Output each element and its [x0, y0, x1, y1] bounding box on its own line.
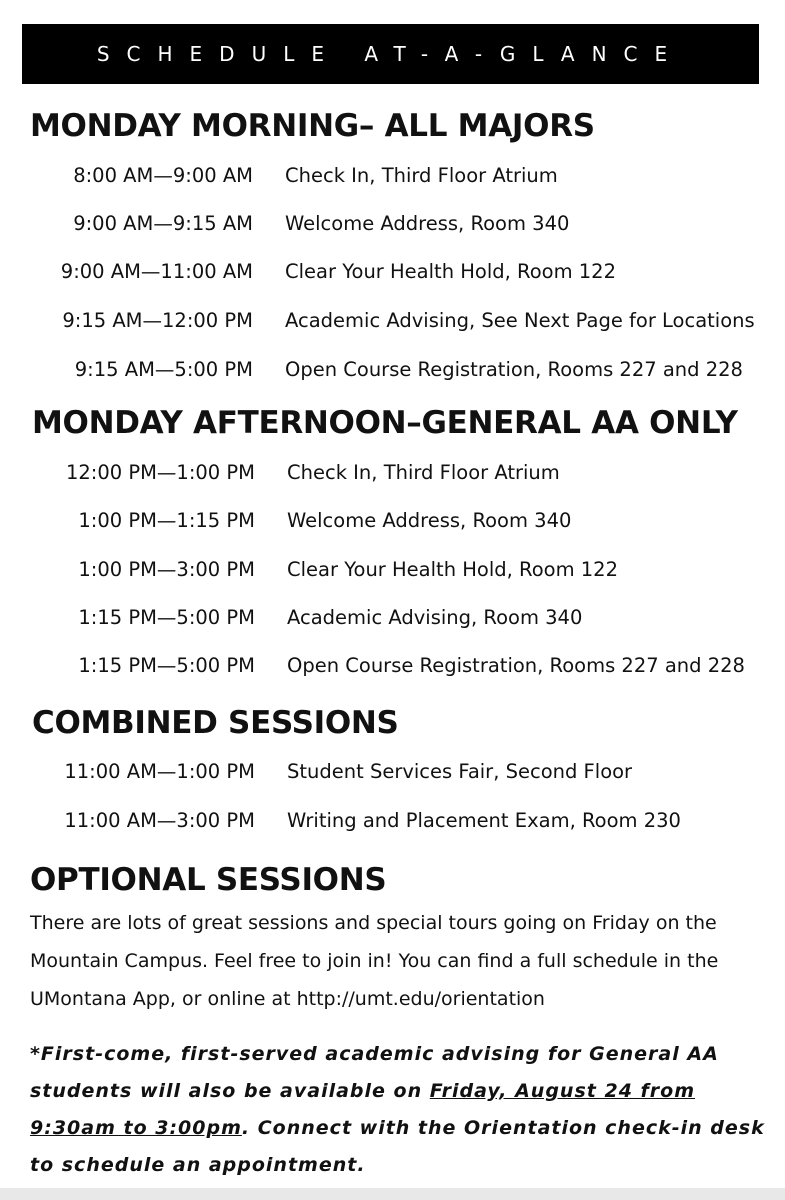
schedule-row — [0, 161, 785, 191]
section-title-monday-afternoon: MONDAY AFTERNOON–GENERAL AA ONLY — [32, 405, 738, 441]
row-time: 11:00 AM—3:00 PM — [64, 809, 255, 832]
section-title-optional-sessions: OPTIONAL SESSIONS — [30, 862, 387, 898]
row-time: 11:00 AM—1:00 PM — [64, 760, 255, 783]
row-event: Open Course Registration, Rooms 227 and 228 — [285, 358, 743, 381]
page-bottom-edge — [0, 1188, 785, 1200]
section-title-combined-sessions: COMBINED SESSIONS — [32, 705, 399, 741]
footnote-date-range: Friday, August 24 from 9:30am to 3:00pm — [30, 1080, 696, 1139]
schedule-row — [0, 306, 785, 336]
row-event: Clear Your Health Hold, Room 122 — [287, 558, 618, 581]
row-event: Clear Your Health Hold, Room 122 — [285, 260, 616, 283]
row-time: 9:15 AM—5:00 PM — [74, 358, 253, 381]
section-title-monday-morning: MONDAY MORNING– ALL MAJORS — [30, 108, 595, 144]
row-event: Welcome Address, Room 340 — [285, 212, 570, 235]
row-time: 12:00 PM—1:00 PM — [65, 461, 255, 484]
schedule-row — [0, 603, 785, 633]
schedule-row — [0, 651, 785, 681]
row-event: Academic Advising, Room 340 — [287, 606, 583, 629]
row-event: Check In, Third Floor Atrium — [287, 461, 560, 484]
schedule-row — [0, 506, 785, 536]
optional-sessions-paragraph: There are lots of great sessions and special tours going on Friday on the Mountain Campus. Feel free to join in! You can find a full schedule in the UMontana App, or online at http://umt.edu/orientation — [30, 912, 719, 1010]
row-time: 8:00 AM—9:00 AM — [73, 164, 253, 187]
advising-footnote — [30, 1036, 765, 1184]
footnote-prefix: *First-come, first-served academic advising for General AA students will also be available on — [30, 1043, 719, 1102]
schedule-row — [0, 209, 785, 239]
row-event: Check In, Third Floor Atrium — [285, 164, 558, 187]
schedule-row — [0, 555, 785, 585]
header-banner — [22, 24, 759, 84]
row-time: 1:00 PM—1:15 PM — [78, 509, 255, 532]
row-time: 1:15 PM—5:00 PM — [78, 654, 255, 677]
row-event: Writing and Placement Exam, Room 230 — [287, 809, 681, 832]
row-time: 1:15 PM—5:00 PM — [78, 606, 255, 629]
row-event: Academic Advising, See Next Page for Locations — [285, 309, 755, 332]
schedule-row — [0, 257, 785, 287]
footnote-suffix: . Connect with the Orientation check-in desk to schedule an appointment. — [30, 1117, 765, 1176]
page-title: SCHEDULE AT-A-GLANCE — [96, 42, 685, 66]
schedule-row — [0, 355, 785, 385]
row-time: 9:00 AM—11:00 AM — [60, 260, 253, 283]
schedule-row — [0, 458, 785, 488]
schedule-row — [0, 757, 785, 787]
row-time: 9:00 AM—9:15 AM — [73, 212, 253, 235]
row-event: Open Course Registration, Rooms 227 and 228 — [287, 654, 745, 677]
schedule-row — [0, 806, 785, 836]
row-event: Student Services Fair, Second Floor — [287, 760, 633, 783]
row-time: 9:15 AM—12:00 PM — [62, 309, 253, 332]
row-event: Welcome Address, Room 340 — [287, 509, 572, 532]
row-time: 1:00 PM—3:00 PM — [78, 558, 255, 581]
